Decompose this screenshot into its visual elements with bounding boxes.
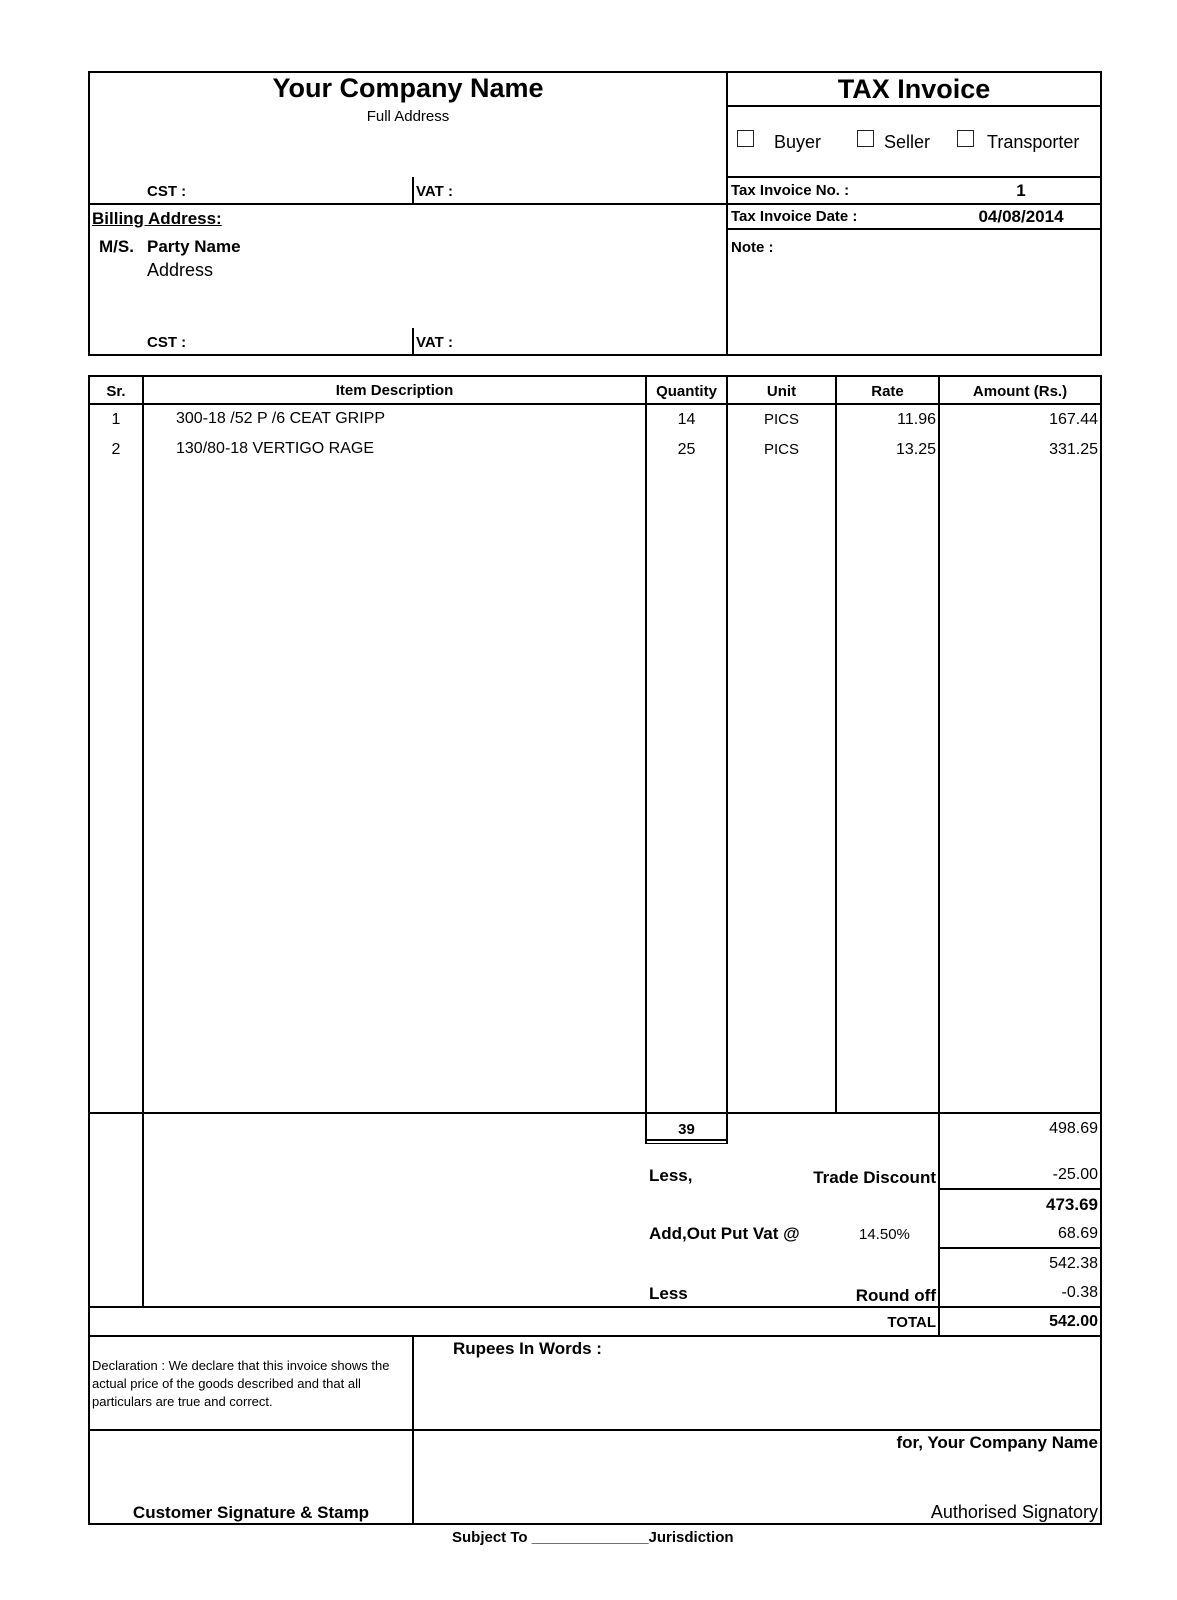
col-sr-divider [142, 375, 144, 1307]
row-1-amount: 167.44 [1049, 411, 1098, 428]
header-description: Item Description [335, 382, 454, 399]
items-bottom-line [88, 1112, 1102, 1114]
transporter-checkbox[interactable] [957, 130, 974, 147]
col-qty-divider [726, 375, 728, 1143]
company-cst-vat-divider [412, 177, 414, 204]
vat-amount: 68.69 [1057, 1225, 1098, 1242]
row-2-description: 130/80-18 VERTIGO RAGE [176, 440, 375, 457]
company-bottom-line [88, 203, 728, 205]
less2-label: Less [649, 1284, 688, 1303]
after-discount-amount: 473.69 [1046, 1195, 1098, 1214]
header-quantity: Quantity [656, 383, 717, 400]
row-1-sr: 1 [111, 411, 121, 428]
border-bottom-header [88, 354, 1102, 356]
invoice-no-value: 1 [1016, 181, 1026, 200]
table-right [1100, 375, 1102, 1525]
billing-party-name: Party Name [147, 237, 241, 256]
company-cst-label: CST : [147, 183, 187, 200]
row-1-rate: 11.96 [897, 411, 936, 428]
total-underline [88, 1335, 1102, 1337]
billing-cst-label: CST : [147, 334, 187, 351]
invoice-date-value: 04/08/2014 [978, 207, 1064, 226]
invoice-date-top-line [726, 203, 1102, 205]
buyer-label: Buyer [774, 132, 822, 152]
authorised-signatory-label: Authorised Signatory [930, 1502, 1098, 1522]
trade-discount-label: Trade Discount [813, 1168, 936, 1187]
company-address: Full Address [366, 108, 450, 125]
billing-address: Address [147, 260, 214, 280]
less-label: Less, [649, 1166, 693, 1185]
discount-underline [938, 1188, 1102, 1190]
col-rate-divider [938, 375, 940, 1337]
row-1-description: 300-18 /52 P /6 CEAT GRIPP [176, 410, 385, 427]
subtotal-amount: 498.69 [1049, 1120, 1098, 1137]
seller-checkbox[interactable] [857, 130, 874, 147]
round-off-label: Round off [855, 1286, 936, 1305]
total-label: TOTAL [887, 1314, 936, 1331]
billing-cst-vat-divider [412, 328, 414, 355]
header-vertical-divider [726, 71, 728, 356]
vat-rate: 14.50% [859, 1226, 910, 1243]
total-amount: 542.00 [1049, 1313, 1098, 1330]
row-2-unit: PICS [763, 441, 799, 458]
qty-total-underline-2 [645, 1143, 728, 1144]
billing-vat-label: VAT : [416, 334, 453, 351]
row-2-sr: 2 [111, 441, 121, 458]
note-label: Note : [731, 239, 774, 256]
quantity-total: 39 [678, 1121, 695, 1138]
border-right [1100, 71, 1102, 356]
company-vat-label: VAT : [416, 183, 453, 200]
billing-heading: Billing Address: [92, 209, 222, 228]
footer-bottom-line [88, 1523, 1102, 1525]
invoice-title: TAX Invoice [837, 74, 991, 104]
company-name: Your Company Name [272, 73, 544, 103]
row-2-amount: 331.25 [1049, 441, 1098, 458]
for-company-label: for, Your Company Name [896, 1433, 1098, 1452]
row-1-unit: PICS [763, 411, 799, 428]
invoice-no-label: Tax Invoice No. : [731, 182, 850, 199]
footer-middle-line [88, 1429, 1102, 1431]
seller-label: Seller [884, 132, 931, 152]
trade-discount-amount: -25.00 [1052, 1166, 1098, 1183]
col-unit-divider [835, 375, 837, 1113]
header-sr: Sr. [106, 383, 126, 400]
table-header-bottom [88, 403, 1102, 405]
vat-label: Add,Out Put Vat @ [649, 1224, 800, 1243]
billing-ms: M/S. [99, 237, 134, 256]
invoice-date-bottom-line [726, 228, 1102, 230]
rupees-in-words-label: Rupees In Words : [453, 1339, 602, 1358]
jurisdiction-note: Subject To ______________Jurisdiction [452, 1529, 734, 1546]
buyer-checkbox[interactable] [737, 130, 754, 147]
table-top [88, 375, 1102, 377]
qty-total-underline [645, 1139, 728, 1141]
row-2-rate: 13.25 [895, 441, 936, 458]
transporter-label: Transporter [987, 132, 1080, 152]
declaration-text: Declaration : We declare that this invoice shows the actual price of the goods described and that all particulars are true and correct. [92, 1358, 390, 1409]
round-off-amount: -0.38 [1061, 1284, 1098, 1301]
vat-underline [938, 1247, 1102, 1249]
header-rate: Rate [871, 383, 904, 400]
invoice-date-label: Tax Invoice Date : [731, 208, 858, 225]
roundoff-underline [88, 1306, 1102, 1308]
customer-signature-label: Customer Signature & Stamp [132, 1503, 370, 1522]
row-2-quantity: 25 [677, 441, 696, 458]
after-vat-amount: 542.38 [1049, 1255, 1098, 1272]
title-underline [726, 105, 1102, 107]
invoice-no-top-line [726, 176, 1102, 178]
col-desc-divider [645, 375, 647, 1143]
header-unit: Unit [766, 383, 797, 400]
header-amount: Amount (Rs.) [972, 383, 1068, 400]
table-left [88, 375, 90, 1525]
row-1-quantity: 14 [677, 411, 696, 428]
